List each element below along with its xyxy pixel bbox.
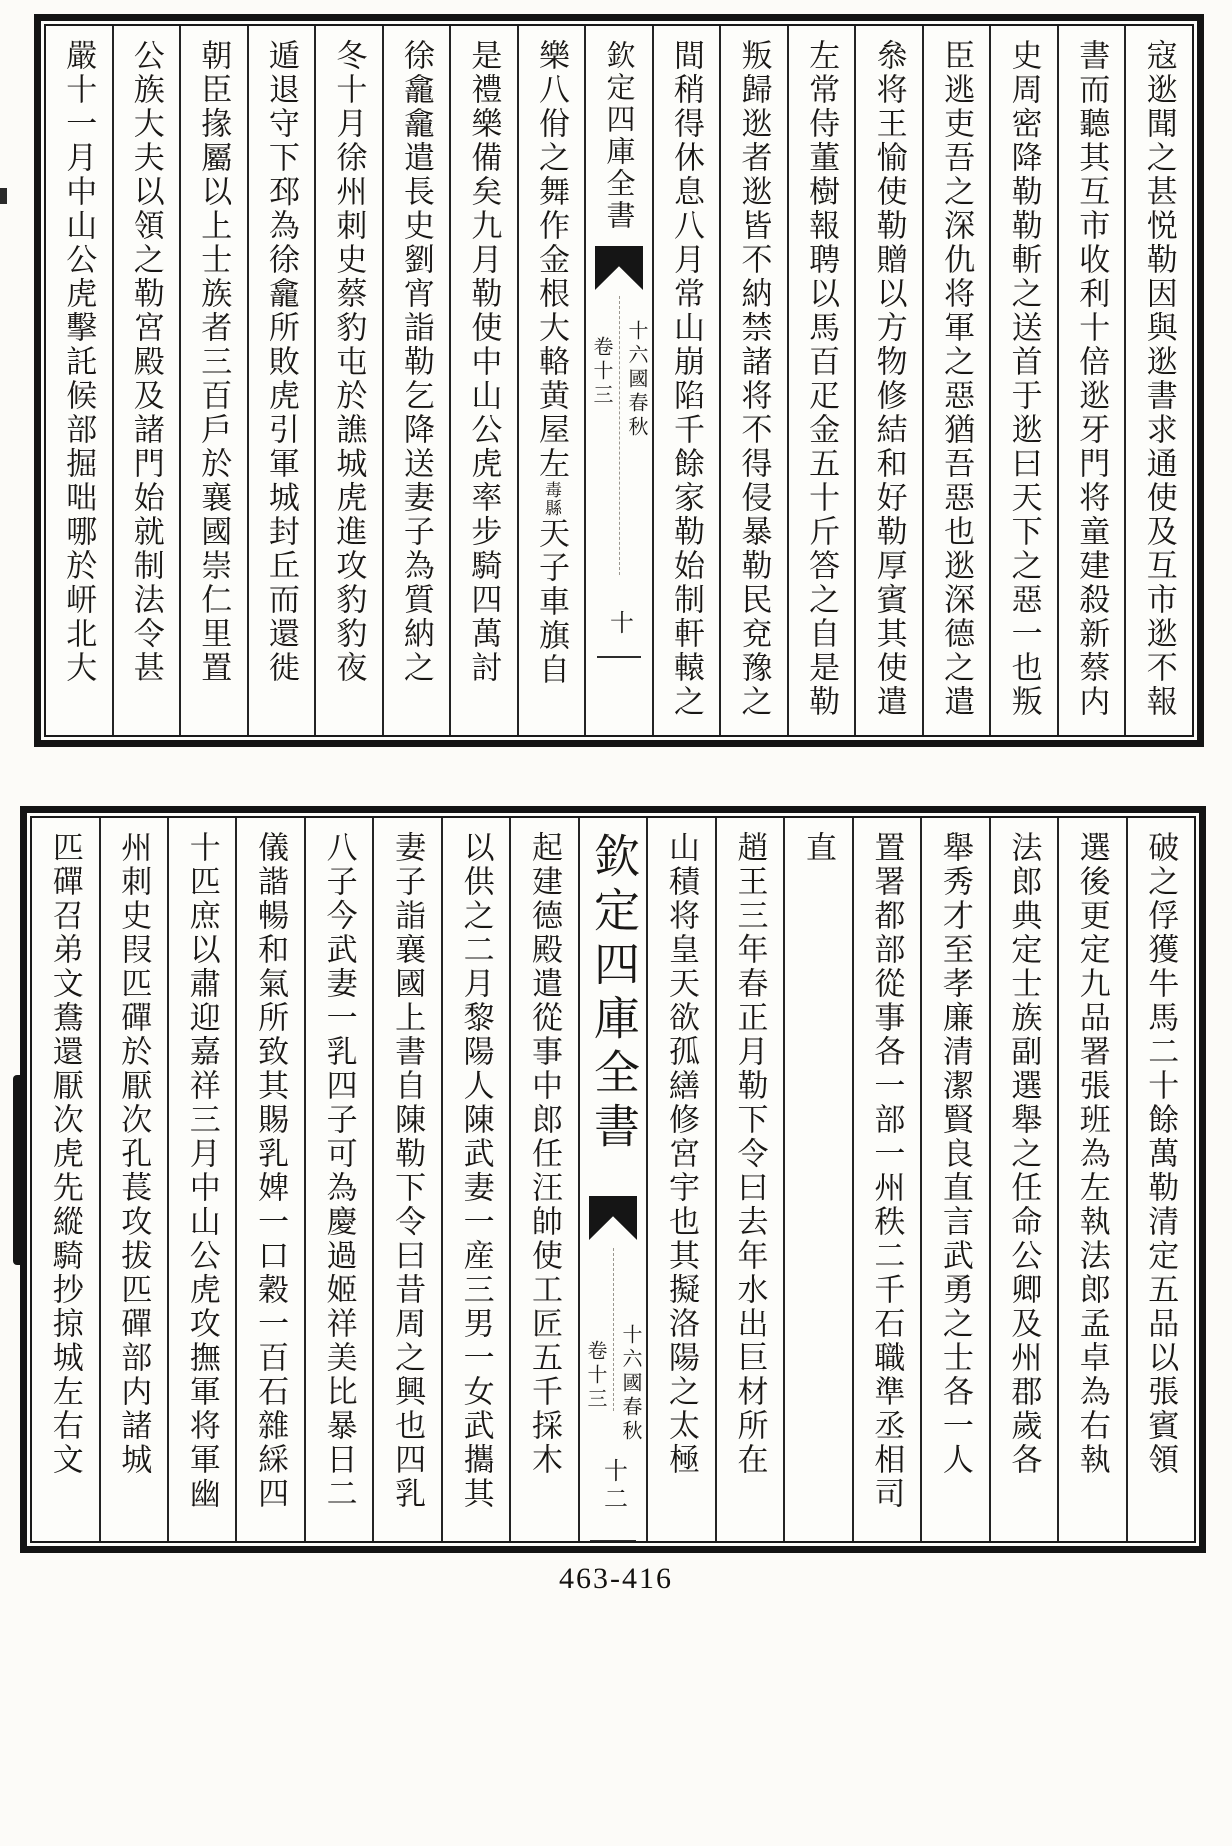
text-column [717, 818, 785, 1541]
column-text: 州刺史叚匹磾於厭次孔萇攻拔匹磾部内諸城 [116, 831, 152, 1477]
column-text: 十匹庶以肅迎嘉祥三月中山公虎攻撫軍将軍幽 [184, 831, 220, 1511]
text-column [856, 26, 924, 735]
text-segment: 樂八佾之舞作金根大輅黄屋左 [533, 39, 569, 481]
page-block-top [34, 14, 1204, 747]
column-text: 趙王三年春正月勒下令曰去年水出巨材所在 [732, 831, 768, 1477]
series-title: 欽定四庫全書 [602, 40, 635, 232]
text-column [46, 26, 114, 735]
juan-label: 卷十三 [584, 1340, 607, 1412]
text-column [922, 818, 990, 1541]
column-text: 遁退守下邳為徐龕所敗虎引軍城封丘而還徙 [263, 39, 299, 685]
column-text: 以供之二月黎陽人陳武妻一産三男一女武攜其 [458, 831, 494, 1511]
fishtail-mark-icon [589, 1196, 637, 1240]
inline-gloss: 毒縣 [541, 481, 561, 517]
column-text: 左常侍董樹報聘以馬百疋金五十斤答之自是勒 [804, 39, 840, 719]
text-column [237, 818, 305, 1541]
column-text: 寇逖聞之甚悦勒因與逖書求通使及互市逖不報 [1141, 39, 1177, 719]
text-column [991, 818, 1059, 1541]
center-fold-column [580, 818, 648, 1541]
column-text: 間稍得休息八月常山崩陷千餘家勒始制軒轅之 [669, 39, 705, 719]
column-text: 直 [800, 831, 836, 865]
text-segment: 天子車旗自 [533, 517, 569, 687]
text-column [181, 26, 249, 735]
column-text: 朝臣掾屬以上士族者三百戶於襄國崇仁里置 [196, 39, 232, 685]
text-column [785, 818, 853, 1541]
column-text: 破之俘獲牛馬二十餘萬勒清定五品以張賓領 [1143, 831, 1179, 1477]
text-column [1128, 818, 1194, 1541]
text-column [249, 26, 317, 735]
text-column [374, 818, 442, 1541]
page-number: 463-416 [559, 1562, 673, 1595]
text-column [169, 818, 237, 1541]
column-text: 起建德殿遣從事中郎任汪帥使工匠五千採木 [527, 831, 563, 1477]
text-column [1059, 818, 1127, 1541]
column-text: 書而聽其互市收利十倍逖牙門将童建殺新蔡内 [1074, 39, 1110, 719]
page-block-top-frame [44, 24, 1194, 737]
column-text: 叛歸逖者逖皆不納禁諸将不得侵暴勒民兗豫之 [736, 39, 772, 719]
column-text: 置署都部從事各一部一州秩二千石職準丞相司 [869, 831, 905, 1511]
column-text: 山積将皇天欲孤繕修宮宇也其擬洛陽之太極 [663, 831, 699, 1477]
column-text: 是禮樂備矣九月勒使中山公虎率步騎四萬討 [466, 39, 502, 685]
text-column [654, 26, 722, 735]
column-text: 儀諧暢和氣所致其賜乳婢一口穀一百石雜綵四 [253, 831, 289, 1511]
column-text [533, 39, 569, 727]
folio-rule [590, 1540, 635, 1541]
column-text: 法郎典定士族副選舉之任命公卿及州郡歲各 [1006, 831, 1042, 1477]
fishtail-mark-icon [595, 246, 643, 290]
column-text: 徐龕龕遣長史劉宵詣勒乞降送妻子為質納之 [398, 39, 434, 685]
text-columns-top [46, 26, 1192, 735]
column-text: 匹磾召弟文鴦還厭次虎先縱騎抄掠城左右文 [47, 831, 83, 1477]
column-text: 史周密降勒勒斬之送首于逖曰天下之惡一也叛 [1006, 39, 1042, 719]
column-text: 冬十月徐州刺史蔡豹屯於譙城虎進攻豹豹夜 [331, 39, 367, 685]
text-column [316, 26, 384, 735]
title-and-juan [586, 320, 652, 440]
text-column [721, 26, 789, 735]
text-columns-bottom [32, 818, 1194, 1541]
column-text: 叅将王愉使勒贈以方物修結和好勒厚賓其使遣 [871, 39, 907, 719]
column-text: 選後更定九品署張班為左執法郎孟卓為右執 [1074, 831, 1110, 1477]
series-title: 欽定四庫全書 [588, 832, 640, 1156]
title-and-juan [580, 1324, 646, 1444]
book-title: 十六國春秋 [619, 1324, 642, 1444]
text-column [1059, 26, 1127, 735]
text-column [511, 818, 579, 1541]
folio-number: 十 [605, 610, 632, 638]
page-block-bottom-frame [30, 816, 1196, 1543]
center-fold-column [586, 26, 654, 735]
text-column [991, 26, 1059, 735]
column-text: 妻子詣襄國上書自陳勒下令曰昔周之興也四乳 [390, 831, 426, 1511]
column-text: 臣逃吏吾之深仇将軍之惡猶吾惡也逖深德之遣 [939, 39, 975, 719]
scan-artifact [0, 188, 7, 204]
text-column [101, 818, 169, 1541]
page-block-bottom [20, 806, 1206, 1553]
text-column [443, 818, 511, 1541]
juan-label: 卷十三 [589, 336, 612, 408]
text-column [384, 26, 452, 735]
column-text: 公族大夫以領之勒宮殿及諸門始就制法令甚 [128, 39, 164, 685]
text-column [32, 818, 100, 1541]
text-column [648, 818, 716, 1541]
column-text: 嚴十一月中山公虎擊託候部掘咄哪於岍北大 [61, 39, 97, 685]
text-column [1126, 26, 1192, 735]
text-column [306, 818, 374, 1541]
text-column [789, 26, 857, 735]
text-column [924, 26, 992, 735]
text-column [451, 26, 519, 735]
book-title: 十六國春秋 [624, 320, 647, 440]
column-text: 八子今武妻一乳四子可為慶過姬祥美比暴日二 [321, 831, 357, 1511]
text-column [519, 26, 587, 735]
text-column [114, 26, 182, 735]
text-column [854, 818, 922, 1541]
folio-rule [597, 656, 642, 658]
folio-number: 十二 [599, 1458, 626, 1514]
column-text: 舉秀才至孝廉清潔賢良直言武勇之士各一人 [937, 831, 973, 1477]
